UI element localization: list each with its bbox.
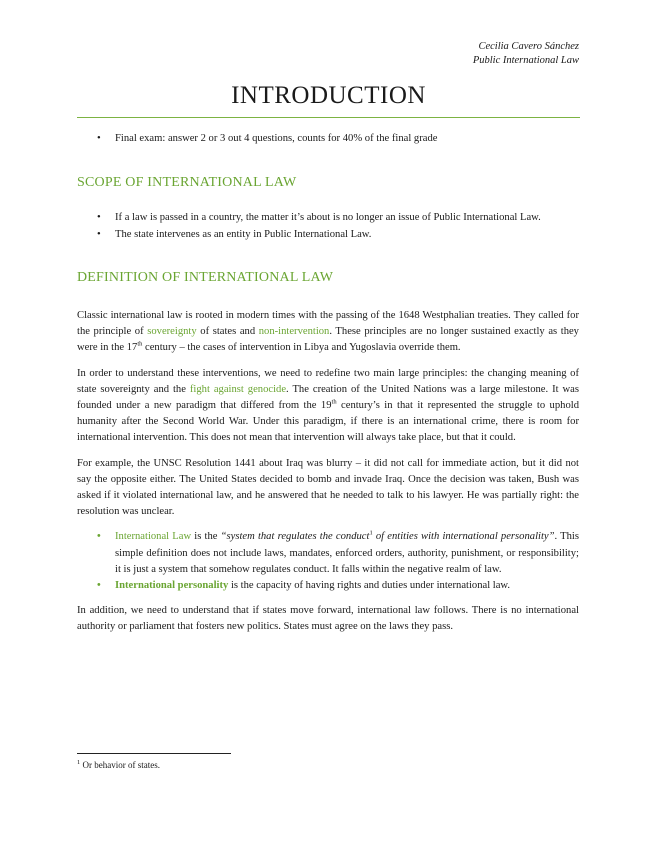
- term-fight-against-genocide: fight against genocide: [189, 383, 287, 395]
- document-body: [77, 131, 579, 636]
- footnote-number: 1: [77, 759, 81, 766]
- page-title: INTRODUCTION: [231, 82, 426, 109]
- text-run: In order to understand these interventions, we need to redefine two main large principles: the changing meaning of state sovereignty and the: [77, 367, 579, 395]
- text-run: is the capacity of having rights and duties under international law.: [228, 580, 511, 592]
- quote: “system that regulates the conduct: [220, 531, 370, 543]
- section-heading-scope: SCOPE OF INTERNATIONAL LAW: [77, 175, 297, 191]
- scope-list: [77, 210, 579, 242]
- footnote: [77, 759, 160, 771]
- paragraph: [77, 366, 579, 447]
- list-item: • Final exam: answer 2 or 3 out 4 questions, counts for 40% of the final grade: [115, 131, 579, 147]
- text-run: . The creation of the United Nations was a large milestone. It was founded under a new paradigm that differed from the 19: [77, 383, 579, 412]
- superscript: th: [331, 398, 337, 406]
- superscript: th: [137, 340, 143, 348]
- list-item: [115, 529, 579, 578]
- definition-list: [77, 529, 579, 594]
- text-run: century – the cases of intervention in Libya and Yugoslavia override them.: [142, 342, 461, 354]
- paragraph: For example, the UNSC Resolution 1441 about Iraq was blurry – it did not call for immediate action, but it did not say the opposite either. The United States decided to bomb and invade Iraq. Once the decision was taken, Bush was asked if it violated international law, and he answered that he needed to talk to his lawyer. He was partially right: the resolution was unclear.: [77, 457, 579, 518]
- term-sovereignty: sovereignty: [147, 326, 197, 338]
- term-international-law: International Law: [115, 531, 192, 543]
- text-run: is the: [191, 531, 221, 543]
- list-item: [115, 578, 579, 594]
- term-non-intervention: non-intervention: [258, 326, 330, 338]
- quote: of entities with international personality”: [372, 531, 555, 543]
- header-author: Cecilia Cavero Sánchez: [478, 41, 579, 52]
- term-international-personality: International personality: [115, 580, 229, 592]
- text-run: Classic international law is rooted in modern times with the passing of the 1648 Westphalian treaties. They called for the principle of: [77, 310, 579, 338]
- section-heading-definition: DEFINITION OF INTERNATIONAL LAW: [77, 269, 334, 285]
- paragraph: [77, 308, 579, 357]
- paragraph: In addition, we need to understand that if states move forward, international law follows. There is no international authority or parliament that fosters new politics. States must agree on the laws they pass.: [77, 605, 579, 633]
- title-underline: [77, 117, 580, 118]
- text-run: century’s in that it represented the struggle to uphold humanity after the Second World War. Under this paradigm, if there is an international crime, there is room for international intervention. This does not mean that intervention will always take place, but that it could.: [77, 400, 579, 444]
- text-run: . These principles are no longer sustained exactly as they were in the 17: [77, 326, 579, 354]
- text-run: of states and: [196, 326, 259, 338]
- intro-list: [77, 131, 579, 147]
- text-run: . This simple definition does not include laws, mandates, enforced orders, authority, punishment, or responsibility; it is just a system that somehow regulates conduct. It falls within the negative realm of law.: [115, 531, 579, 575]
- header-course: Public International Law: [472, 55, 579, 66]
- list-item: • The state intervenes as an entity in Public International Law.: [115, 227, 579, 243]
- page-header: [473, 40, 579, 68]
- list-item: • If a law is passed in a country, the matter it’s about is no longer an issue of Public International Law.: [115, 210, 579, 226]
- footnote-ref: 1: [369, 529, 373, 537]
- footnote-separator: [77, 753, 231, 754]
- footnote-text: Or behavior of states.: [80, 760, 160, 770]
